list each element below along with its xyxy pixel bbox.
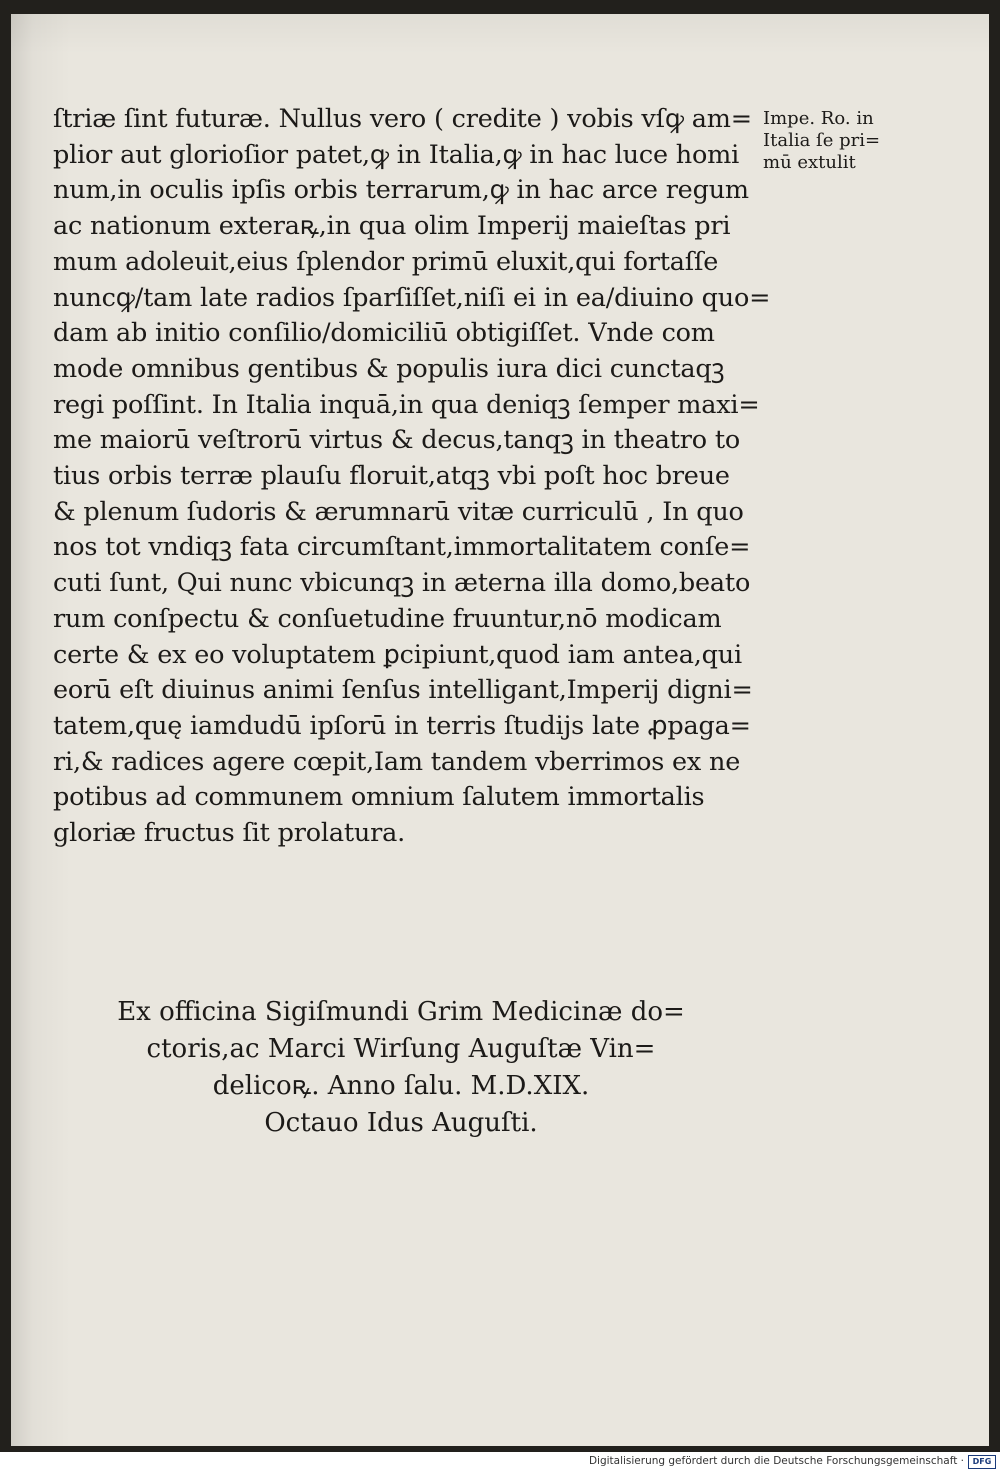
text-line: & plenum ſudoris & ærumnarū vitæ curriculū , In quo — [53, 496, 744, 527]
funding-credit: Digitalisierung gefördert durch die Deutsche Forschungsgemeinschaft · — [588, 1455, 964, 1467]
colophon-line: Ex officina Sigiſmundi Grim Medicinæ do= — [117, 997, 685, 1027]
text-line: ri,& radices agere cœpit,Iam tandem vberrimos ex ne — [53, 746, 741, 777]
text-line: plior aut glorioſior patet,ꝙ in Italia,ꝙ in hac luce homi — [53, 139, 740, 170]
book-page — [11, 14, 989, 1446]
text-line: rum conſpectu & conſuetudine fruuntur,nō modicam — [53, 603, 722, 634]
text-line: regi poſſint. In Italia inquā,in qua deniqꝫ ſemper maxi= — [53, 389, 760, 420]
text-line: certe & ex eo voluptatem ꝑcipiunt,quod iam antea,qui — [53, 639, 742, 670]
text-line: num,in oculis ipſis orbis terrarum,ꝙ in hac arce regum — [53, 175, 749, 206]
text-line: nuncꝙ/tam late radios ſparſiſſet,niſi ei in ea/diuino quo= — [53, 282, 771, 313]
text-line: mode omnibus gentibus & populis iura dici cunctaqꝫ — [53, 353, 725, 384]
marginal-note-line: Impe. Ro. in — [763, 108, 874, 129]
main-text-block — [53, 102, 773, 852]
text-line: dam ab initio conſilio/domiciliū obtigiſſet. Vnde com — [53, 318, 715, 349]
footer-bar — [0, 1452, 1000, 1471]
text-line: ac nationum exteraꝶ,in qua olim Imperij maieſtas pri — [53, 211, 731, 242]
text-line: mum adoleuit,eius ſplendor primū eluxit,qui fortaſſe — [53, 246, 719, 277]
text-line: tatem,quę iamdudū ipſorū in terris ſtudijs late ꝓpaga= — [53, 710, 751, 741]
text-line: gloriæ fructus ſit prolatura. — [53, 818, 405, 849]
text-line: nos tot vndiqꝫ fata circumſtant,immortalitatem conſe= — [53, 532, 751, 563]
marginal-note-line: Italia ſe pri= — [763, 130, 881, 151]
dfg-logo: DFG — [968, 1455, 996, 1469]
colophon-line: ctoris,ac Marci Wirſung Auguſtæ Vin= — [146, 1034, 656, 1064]
marginal-note — [763, 108, 913, 174]
text-line: ſtriæ ſint futuræ. Nullus vero ( credite ) vobis vſꝙ am= — [53, 104, 752, 134]
colophon-line: Octauo Idus Auguſti. — [264, 1108, 538, 1138]
text-line: potibus ad communem omnium ſalutem immortalis — [53, 782, 705, 813]
colophon-line: delicoꝶ. Anno ſalu. M.D.XIX. — [212, 1071, 590, 1101]
colophon — [91, 994, 711, 1142]
text-line: tius orbis terræ plauſu floruit,atqꝫ vbi poſt hoc breue — [53, 461, 730, 492]
text-line: cuti ſunt, Qui nunc vbicunqꝫ in æterna illa domo,beato — [53, 568, 751, 599]
text-line: me maiorū veſtrorū virtus & decus,tanqꝫ in theatro to — [53, 425, 741, 456]
marginal-note-line: mū extulit — [763, 152, 856, 173]
text-line: eorū eſt diuinus animi ſenſus intelligant,Imperij digni= — [53, 675, 753, 706]
